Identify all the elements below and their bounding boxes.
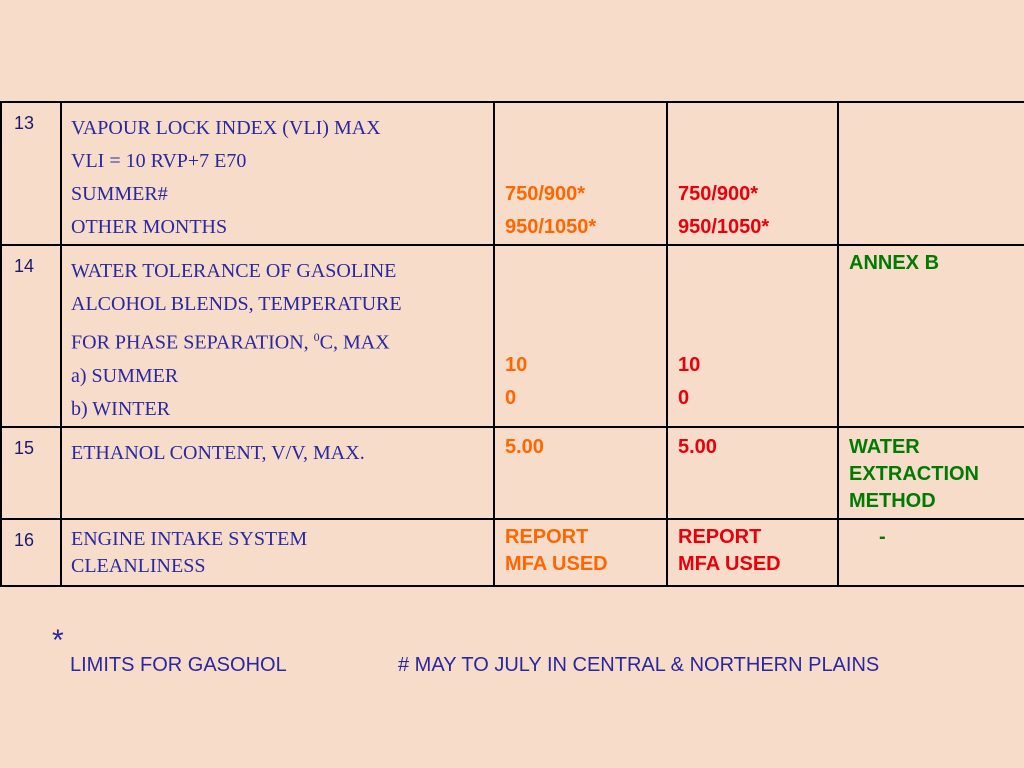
limit-value-col1 [494,245,667,427]
value-line: 0 [678,387,690,409]
footnote [52,624,1012,676]
parameter-description [61,102,494,245]
limit-value-col1 [494,102,667,245]
remark-line: WATER [849,435,920,458]
limit-value-col2 [667,245,838,427]
footnote-summer-period: # MAY TO JULY IN CENTRAL & NORTHERN PLAINS [398,654,880,676]
value-line: 5.00 [505,435,544,458]
value-line: 750/900* [505,183,586,205]
description-line: VLI = 10 RVP+7 E70 [71,150,247,172]
value-line: MFA USED [678,552,781,575]
description-line: CLEANLINESS [71,554,206,577]
footnote-gasohol: LIMITS FOR GASOHOL [70,654,287,676]
row-number: 16 [1,519,61,586]
specification-table [0,101,1024,587]
table-row [1,245,1024,427]
limit-value-col1 [494,427,667,519]
value-line: 10 [505,354,528,376]
value-line: 750/900* [678,183,759,205]
row-number: 15 [1,427,61,519]
remark-cell [838,427,1024,519]
degree-superscript: 0 [313,330,320,344]
limit-value-col2 [667,427,838,519]
description-line: ALCOHOL BLENDS, TEMPERATURE [71,293,402,315]
parameter-description [61,427,494,519]
remark-line: - [879,525,886,548]
remark-cell [838,245,1024,427]
limit-value-col2 [667,519,838,586]
value-line: REPORT [678,525,762,548]
row-number: 13 [1,102,61,245]
description-line: b) WINTER [71,397,171,420]
description-line: a) SUMMER [71,364,179,387]
description-line: OTHER MONTHS [71,216,228,238]
value-line: 0 [505,387,517,409]
limit-value-col1 [494,519,667,586]
remark-line: METHOD [849,489,936,512]
remark-line: ANNEX B [849,252,940,274]
limit-value-col2 [667,102,838,245]
value-line: REPORT [505,525,589,548]
description-line: FOR PHASE SEPARATION, $^0$C, MAX [71,330,390,354]
table-row [1,102,1024,245]
value-line: 950/1050* [505,216,597,238]
table-row [1,519,1024,586]
value-line: 950/1050* [678,216,770,238]
asterisk-marker: * [52,624,64,657]
remark-cell [838,102,1024,245]
remark-line: EXTRACTION [849,462,979,485]
table-row [1,427,1024,519]
parameter-description [61,519,494,586]
value-line: 10 [678,354,701,376]
description-line: ENGINE INTAKE SYSTEM [71,527,308,550]
description-line: WATER TOLERANCE OF GASOLINE [71,260,397,282]
value-line: MFA USED [505,552,608,575]
description-line: VAPOUR LOCK INDEX (VLI) MAX [71,117,381,139]
parameter-description [61,245,494,427]
remark-cell [838,519,1024,586]
row-number: 14 [1,245,61,427]
value-line: 5.00 [678,435,717,458]
description-line: SUMMER# [71,183,168,205]
description-line: ETHANOL CONTENT, V/V, MAX. [71,441,365,464]
